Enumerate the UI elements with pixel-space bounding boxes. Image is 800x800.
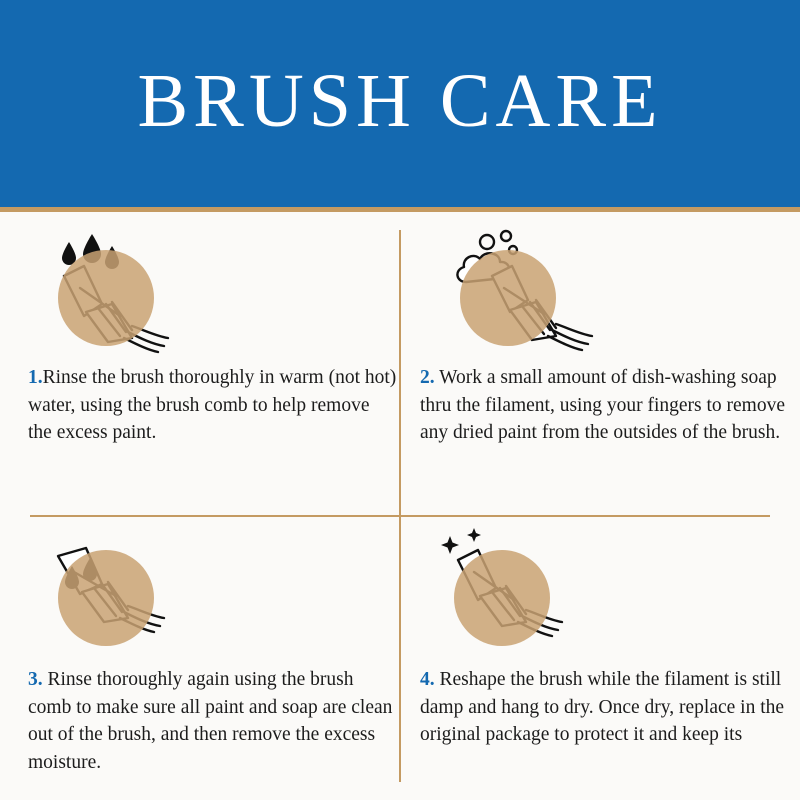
step-2-text <box>420 364 790 447</box>
step-1-number: 1. <box>28 367 43 388</box>
step-3-icon-area <box>28 522 228 662</box>
step-3-body: Rinse thoroughly again using the brush comb to make sure all paint and soap are clean out of the brush, and then remove the excess moisture. <box>28 669 393 774</box>
step-1-cell <box>28 220 398 447</box>
blob-decoration <box>460 250 556 346</box>
blob-decoration <box>454 550 550 646</box>
horizontal-divider <box>30 515 770 517</box>
step-2-number: 2. <box>420 367 435 388</box>
blob-decoration <box>58 250 154 346</box>
step-3-cell <box>28 522 398 777</box>
step-4-icon-area <box>430 522 630 662</box>
step-4-text <box>420 666 790 749</box>
vertical-divider <box>399 230 401 782</box>
step-2-icon-area <box>430 220 630 360</box>
step-4-cell <box>420 522 790 749</box>
step-2-cell <box>420 220 790 447</box>
step-4-body: Reshape the brush while the filament is still damp and hang to dry. Once dry, replace in the original package to protect it and keep its <box>420 669 785 746</box>
steps-grid <box>0 212 800 800</box>
step-3-text <box>28 666 398 777</box>
step-1-body: Rinse the brush thoroughly in warm (not hot) water, using the brush comb to help remove the excess paint. <box>28 367 397 444</box>
step-1-text <box>28 364 398 447</box>
step-2-body: Work a small amount of dish-washing soap thru the filament, using your fingers to remove any dried paint from the outsides of the brush. <box>420 367 785 444</box>
step-3-number: 3. <box>28 669 43 690</box>
step-1-icon-area <box>28 220 228 360</box>
step-4-number: 4. <box>420 669 435 690</box>
blob-decoration <box>58 550 154 646</box>
page-title: BRUSH CARE <box>137 58 663 143</box>
header-banner <box>0 0 800 207</box>
